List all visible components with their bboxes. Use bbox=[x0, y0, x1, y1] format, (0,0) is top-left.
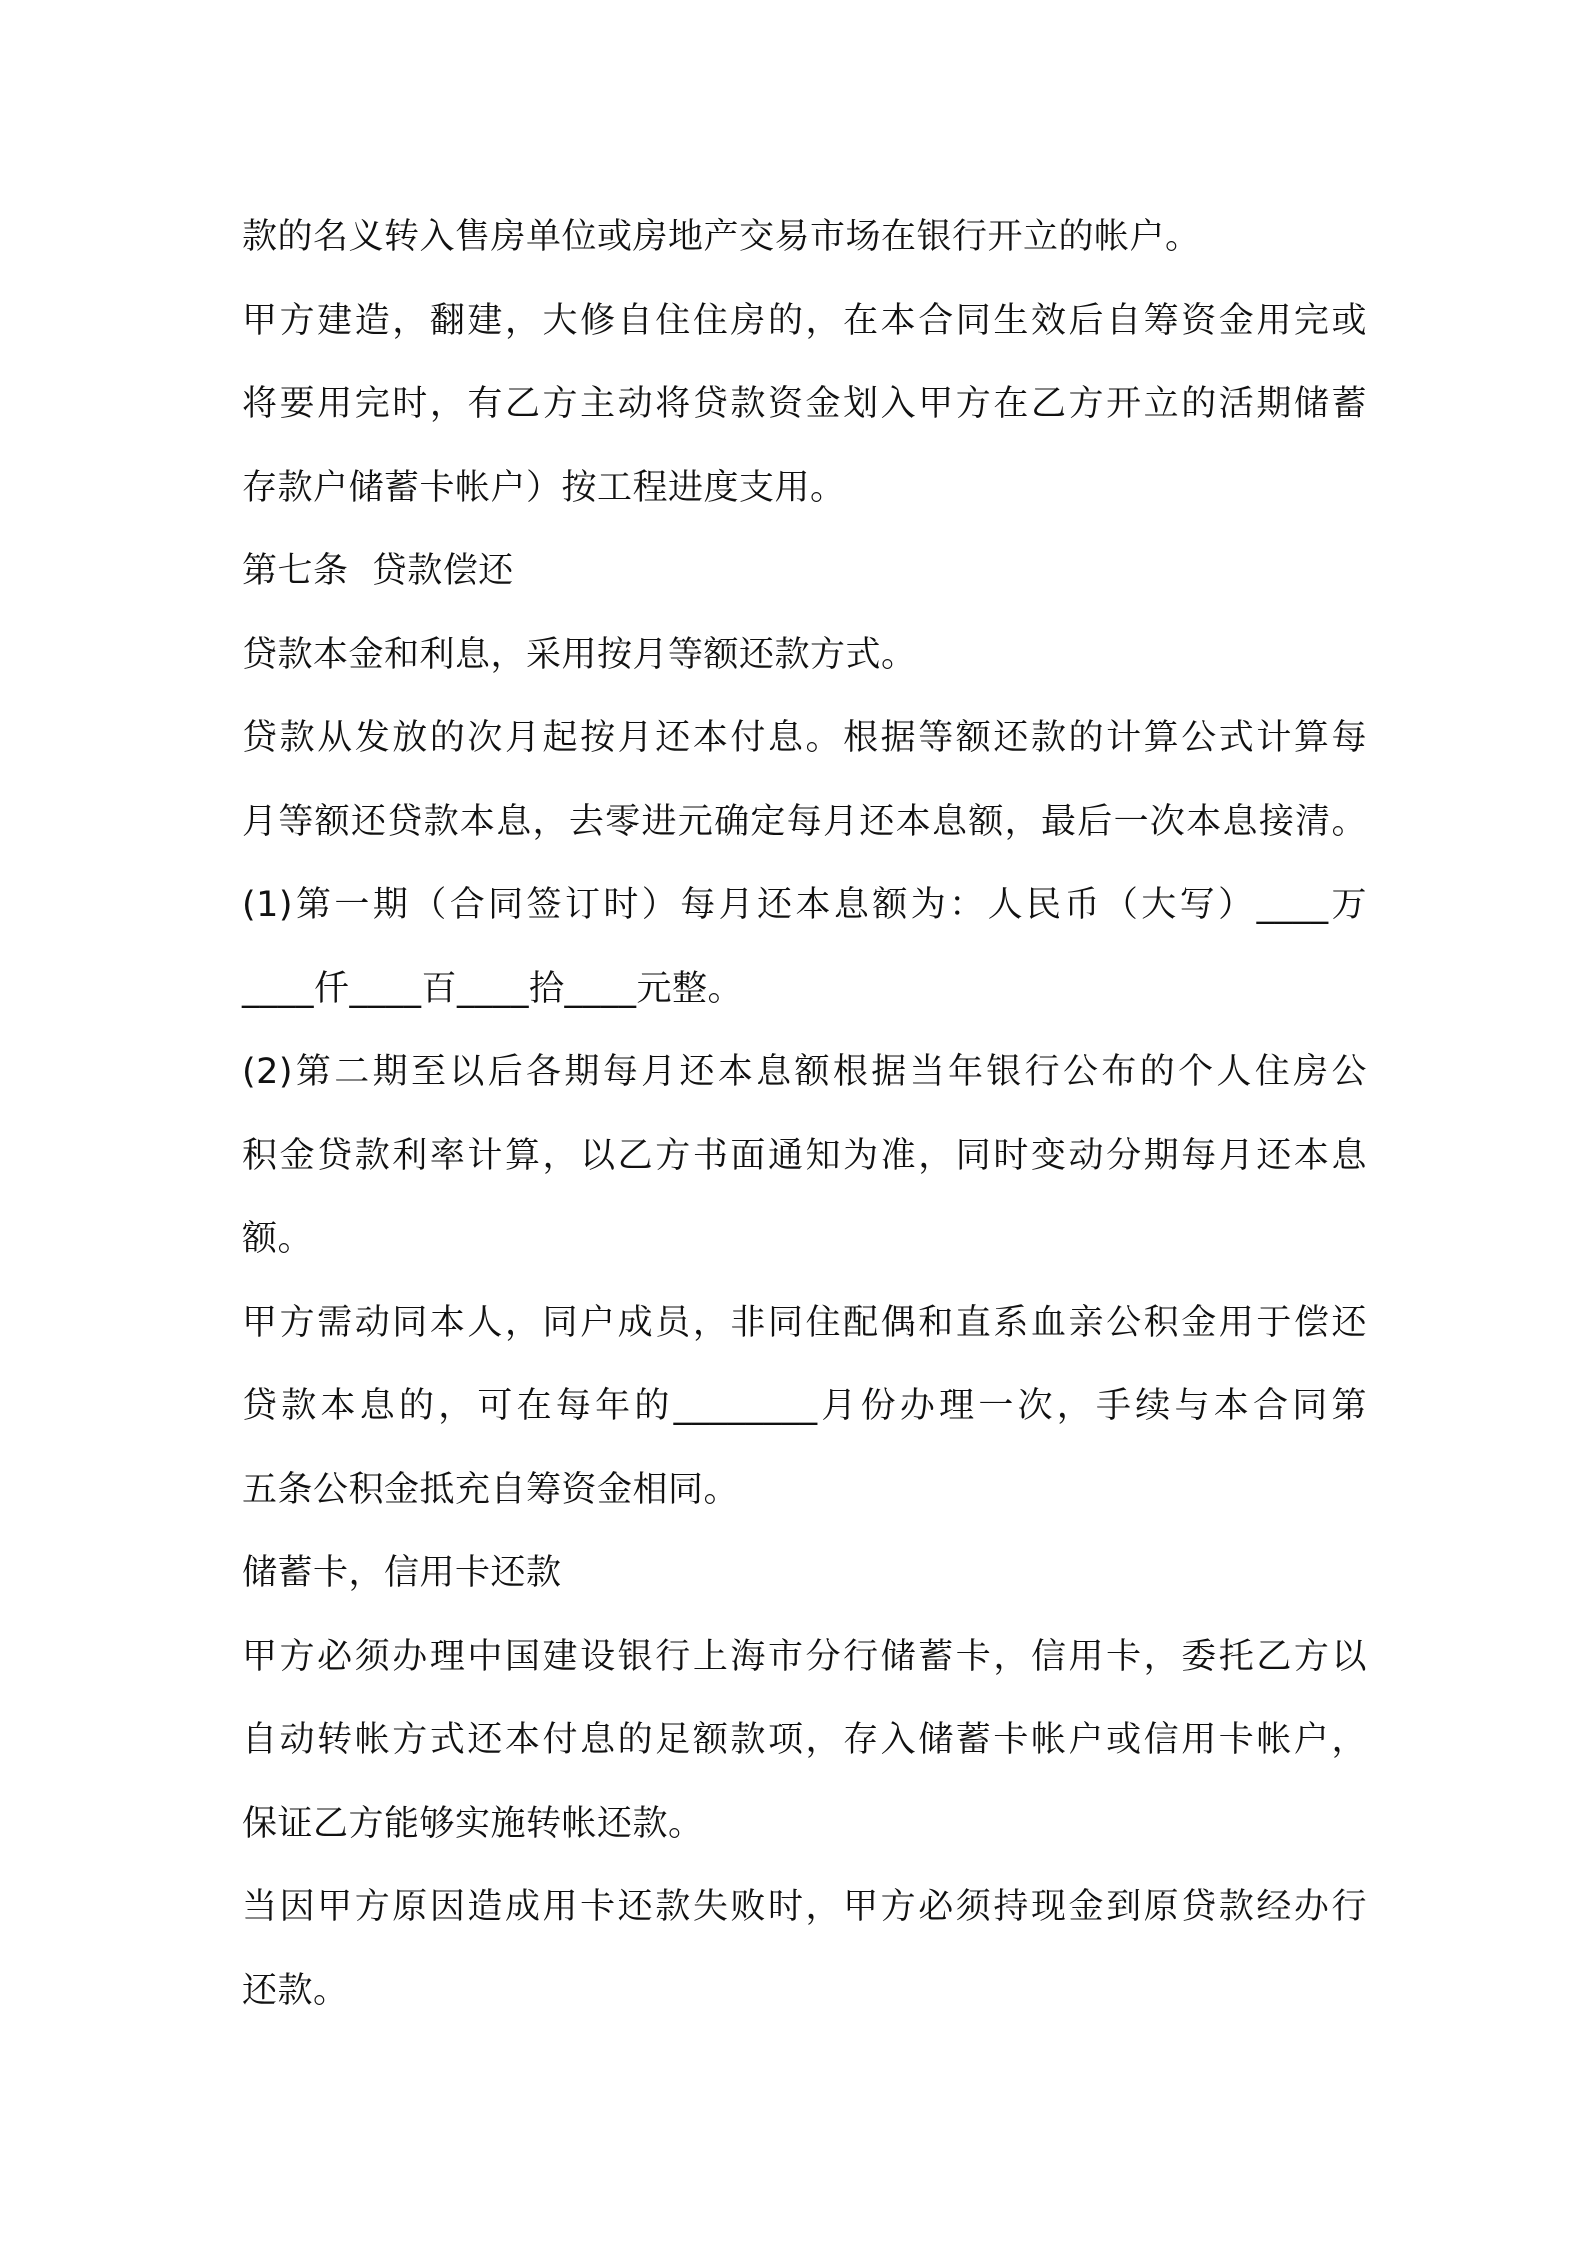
text-line: 款的名义转入售房单位或房地产交易市场在银行开立的帐户。 bbox=[242, 217, 1201, 257]
text-line: 甲方必须办理中国建设银行上海市分行储蓄卡，信用卡，委托乙方以 bbox=[242, 1636, 1367, 1677]
text-line: 将要用完时，有乙方主动将贷款资金划入甲方在乙方开立的活期储蓄 bbox=[242, 384, 1367, 424]
text-line: 保证乙方能够实施转帐还款。 bbox=[242, 1803, 704, 1844]
text-line: 积金贷款利率计算，以乙方书面通知为准，同时变动分期每月还本息 bbox=[242, 1135, 1367, 1176]
text-line: 甲方建造，翻建，大修自住住房的，在本合同生效后自筹资金用完或 bbox=[242, 300, 1367, 341]
text-line: 还款。 bbox=[242, 1970, 349, 2011]
section-heading: 第七条 贷款偿还 bbox=[242, 551, 514, 591]
text-line: 自动转帐方式还本付息的足额款项，存入储蓄卡帐户或信用卡帐户， bbox=[242, 1720, 1367, 1760]
text-line: 贷款从发放的次月起按月还本付息。根据等额还款的计算公式计算每 bbox=[242, 718, 1367, 758]
text-line: 贷款本息的，可在每年的________月份办理一次，手续与本合同第 bbox=[242, 1386, 1367, 1426]
document-body bbox=[242, 196, 1367, 2033]
text-line: 五条公积金抵充自筹资金相同。 bbox=[242, 1469, 740, 1510]
text-line: 贷款本金和利息，采用按月等额还款方式。 bbox=[242, 634, 917, 675]
text-line: 月等额还贷款本息，去零进元确定每月还本息额，最后一次本息接清。 bbox=[242, 801, 1367, 842]
text-line: 存款户储蓄卡帐户）按工程进度支用。 bbox=[242, 467, 846, 508]
text-line: (1)第一期（合同签订时）每月还本息额为：人民币（大写）____万 bbox=[242, 885, 1367, 925]
text-line: 甲方需动同本人，同户成员，非同住配偶和直系血亲公积金用于偿还 bbox=[242, 1302, 1367, 1343]
text-line: 当因甲方原因造成用卡还款失败时，甲方必须持现金到原贷款经办行 bbox=[242, 1887, 1367, 1927]
text-line: 额。 bbox=[242, 1219, 314, 1259]
text-line: ____仟____百____拾____元整。 bbox=[242, 968, 744, 1009]
section-heading: 储蓄卡，信用卡还款 bbox=[242, 1553, 562, 1593]
text-line: (2)第二期至以后各期每月还本息额根据当年银行公布的个人住房公 bbox=[242, 1052, 1367, 1092]
